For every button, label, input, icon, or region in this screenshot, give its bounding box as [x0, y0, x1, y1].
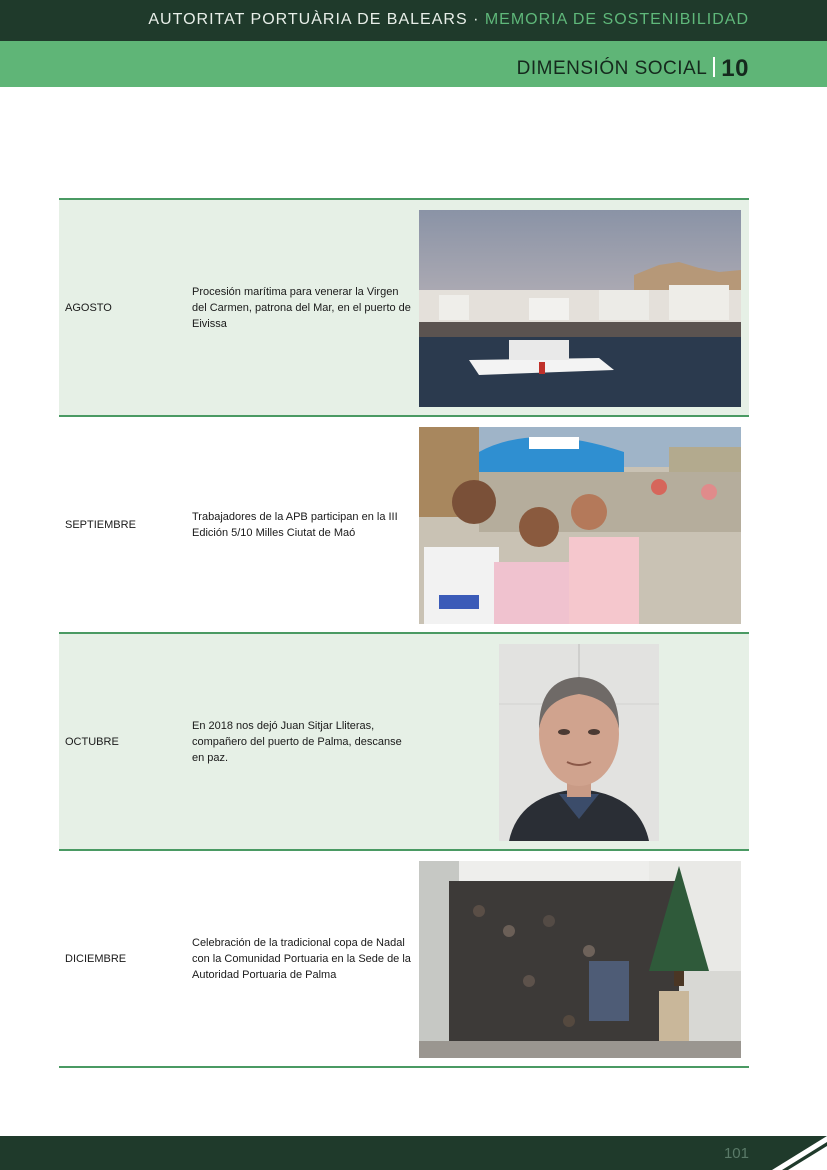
- table-row: [59, 634, 749, 851]
- row-month: DICIEMBRE: [65, 952, 127, 965]
- row-month: AGOSTO: [65, 301, 112, 314]
- table-row: [59, 851, 749, 1068]
- row-description: En 2018 nos dejó Juan Sitjar Lliteras, compañero del puerto de Palma, descanse en paz.: [192, 719, 402, 764]
- row-description: Celebración de la tradicional copa de Nadal con la Comunidad Portuaria en la Sede de la Autoridad Portuaria de Palma: [192, 936, 411, 981]
- events-table: [59, 198, 749, 1068]
- report-subtitle: MEMORIA DE SOSTENIBILIDAD: [484, 11, 749, 28]
- section-divider: [713, 57, 715, 77]
- title-separator: ·: [467, 11, 485, 28]
- section-title: DIMENSIÓN SOCIAL: [516, 58, 708, 79]
- table-row: [59, 417, 749, 634]
- page-number: 101: [723, 1145, 749, 1162]
- race-photo: [419, 427, 741, 624]
- portrait-photo: [499, 644, 659, 841]
- footer-stripe-graphic: [0, 1136, 827, 1170]
- table-row: [59, 200, 749, 417]
- section-heading: [517, 55, 749, 83]
- row-description: Procesión marítima para venerar la Virgen del Carmen, patrona del Mar, en el puerto de Eivissa: [192, 285, 411, 330]
- org-name: AUTORITAT PORTUÀRIA DE BALEARS: [148, 11, 468, 28]
- footer-bar: [0, 1136, 827, 1170]
- row-description: Trabajadores de la APB participan en la III Edición 5/10 Milles Ciutat de Maó: [192, 510, 398, 539]
- document-title: [148, 11, 749, 29]
- christmas-event-photo: [419, 861, 741, 1058]
- procession-photo: [419, 210, 741, 407]
- row-month: SEPTIEMBRE: [65, 518, 136, 531]
- section-number: 10: [721, 55, 749, 82]
- top-bar: [0, 0, 827, 41]
- row-month: OCTUBRE: [65, 735, 119, 748]
